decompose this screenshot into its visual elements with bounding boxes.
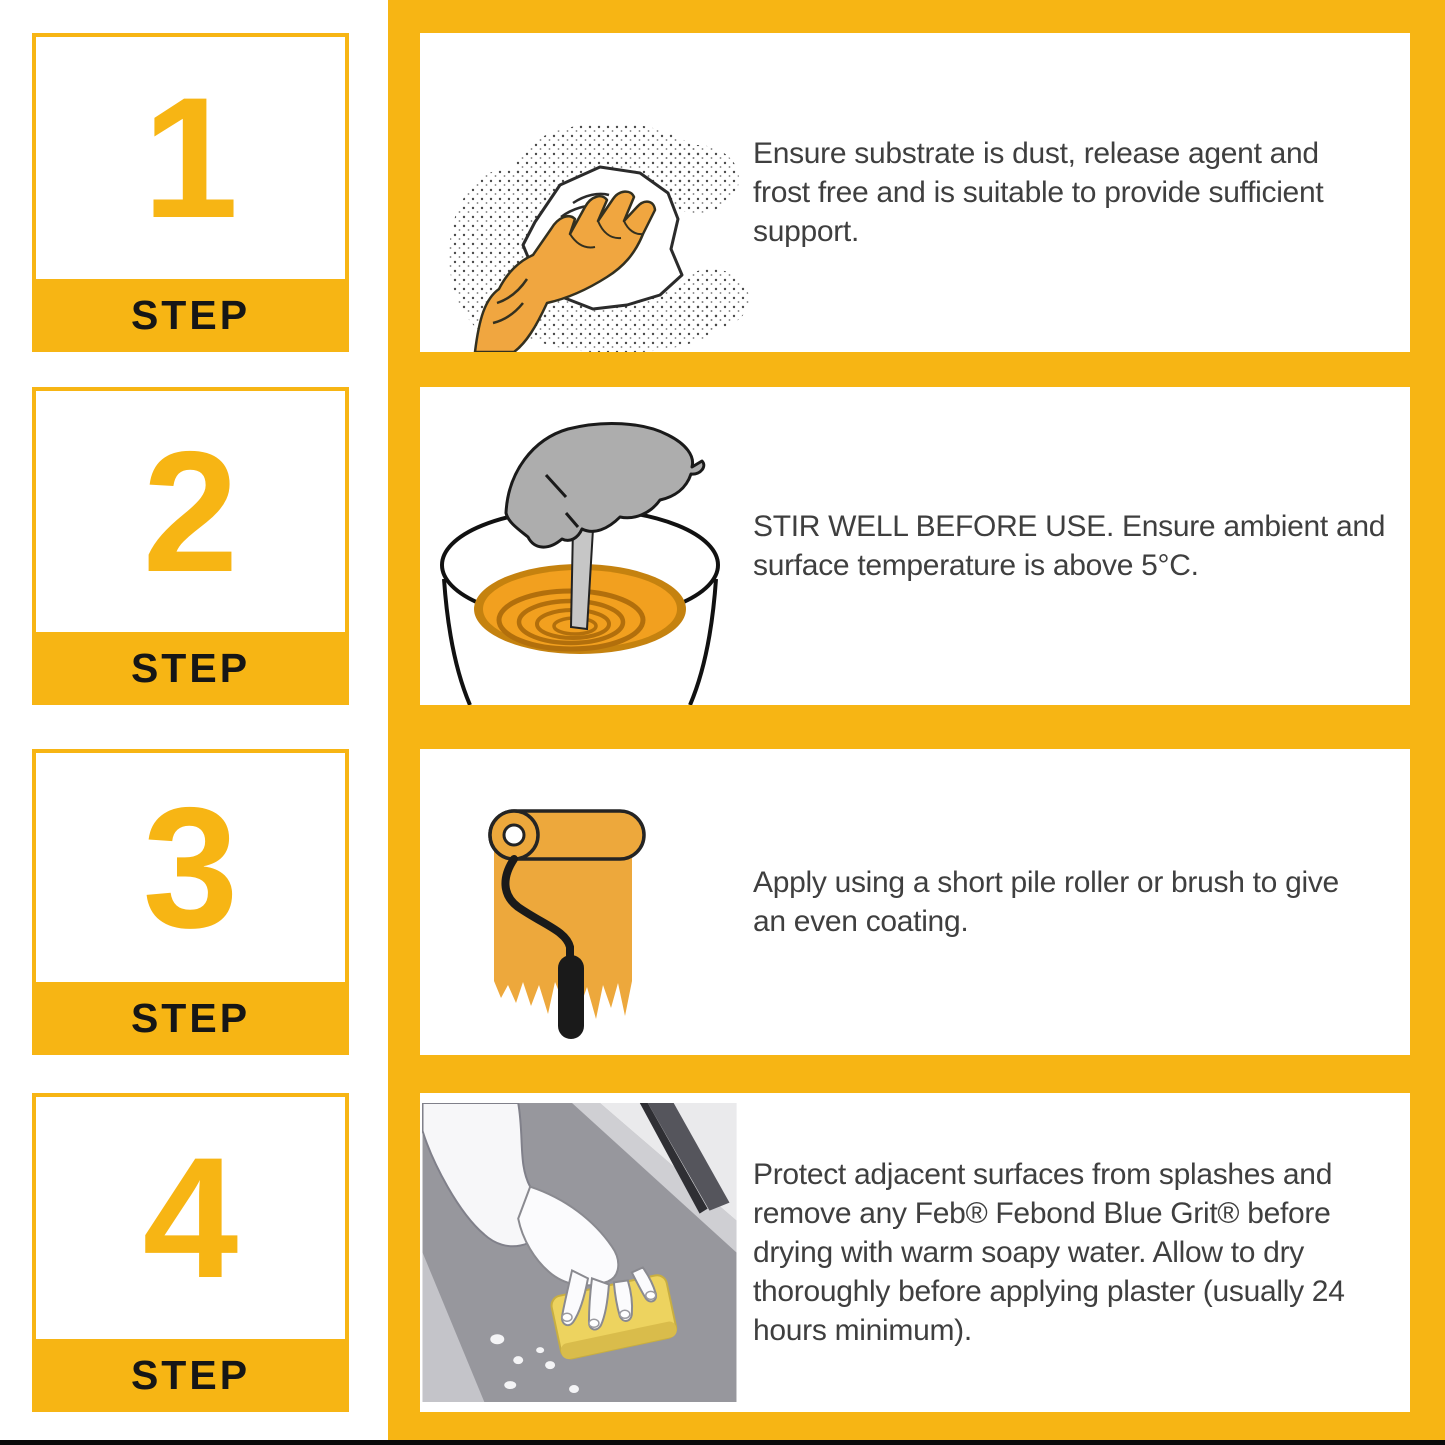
sponge-cleaning-illustration (422, 1103, 737, 1402)
step-box-1 (32, 33, 349, 352)
step-number-3: 3 (142, 771, 239, 964)
description-line: Apply using a short pile roller or brush to give (753, 866, 1339, 899)
step-box-2 (32, 387, 349, 705)
step-box-4 (32, 1093, 349, 1412)
step-bar-2 (32, 632, 349, 705)
bottom-rule (0, 1440, 1445, 1445)
roller-head (490, 811, 644, 859)
paint-roller-illustration (482, 805, 677, 1050)
description-line: thoroughly before applying plaster (usually 24 (753, 1275, 1345, 1308)
step-card-1 (420, 33, 1410, 352)
description-line: an even coating. (753, 905, 969, 938)
step-card-3 (420, 749, 1410, 1055)
step-card-4 (420, 1093, 1410, 1412)
step-number-1: 1 (142, 62, 239, 254)
description-line: Ensure substrate is dust, release agent and (753, 137, 1319, 170)
step-bar-1 (32, 279, 349, 352)
step-bar-4 (32, 1339, 349, 1412)
step-number-2: 2 (142, 415, 239, 608)
description-line: remove any Feb® Febond Blue Grit® before (753, 1197, 1331, 1230)
step-label-4: STEP (130, 1352, 251, 1398)
step-card-2 (420, 387, 1410, 705)
description-line: STIR WELL BEFORE USE. Ensure ambient and (753, 510, 1386, 543)
step-bar-3 (32, 982, 349, 1055)
description-line: Protect adjacent surfaces from splashes and (753, 1158, 1333, 1191)
stirring-bucket-illustration (428, 417, 740, 705)
step-number-4: 4 (142, 1122, 239, 1314)
description-line: frost free and is suitable to provide sufficient (753, 176, 1324, 209)
step-1-description (753, 33, 1396, 352)
step-label-3: STEP (130, 995, 251, 1041)
step-2-description (753, 387, 1396, 705)
description-line: hours minimum). (753, 1314, 972, 1347)
step-4-description (753, 1093, 1396, 1412)
description-line: support. (753, 215, 859, 248)
step-label-2: STEP (130, 645, 251, 691)
hand-wiping-dust-illustration (435, 107, 755, 352)
step-3-description (753, 749, 1396, 1055)
description-line: surface temperature is above 5°C. (753, 549, 1199, 582)
step-label-1: STEP (130, 292, 251, 338)
description-line: drying with warm soapy water. Allow to dry (753, 1236, 1304, 1269)
step-box-3 (32, 749, 349, 1055)
